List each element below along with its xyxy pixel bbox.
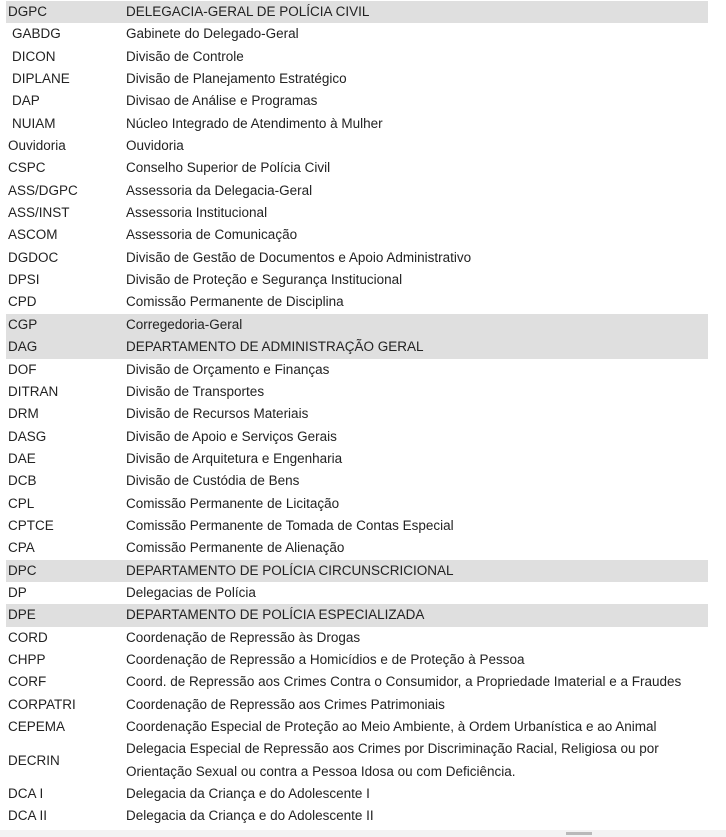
unit-code: DCA I — [8, 786, 44, 802]
unit-code: DRM — [8, 406, 39, 422]
table-row — [6, 604, 708, 626]
unit-name: Comissão Permanente de Alienação — [126, 540, 345, 556]
unit-code: DAG — [6, 336, 123, 358]
table-row — [6, 314, 708, 336]
unit-code: DCB — [8, 473, 37, 489]
unit-name: Divisão de Planejamento Estratégico — [126, 71, 347, 87]
unit-name: Núcleo Integrado de Atendimento à Mulher — [126, 115, 383, 131]
unit-name: Corregedoria-Geral — [123, 314, 708, 336]
table-row — [6, 716, 708, 738]
unit-code: DPSI — [8, 272, 40, 288]
unit-code: Ouvidoria — [8, 138, 66, 154]
unit-name: Delegacia Especial de Repressão aos Crimes por Discriminação Racial, Religiosa ou por Orientação Sexual ou contra a Pessoa Idosa ou com Deficiência. — [126, 741, 659, 779]
unit-code: CORPATRI — [8, 696, 76, 712]
table-row — [6, 671, 708, 693]
unit-name: Assessoria Institucional — [126, 205, 268, 221]
unit-code: DASG — [8, 428, 47, 444]
unit-name: Divisao de Análise e Programas — [126, 93, 318, 109]
unit-code: DIPLANE — [12, 71, 70, 87]
unit-name: Delegacia da Criança e do Adolescente II — [126, 808, 374, 824]
unit-name: Coordenação Especial de Proteção ao Meio Ambiente, à Ordem Urbanística e ao Animal — [126, 719, 657, 734]
table-row — [6, 493, 708, 515]
unit-name: Divisão de Transportes — [126, 383, 265, 399]
table-row — [6, 649, 708, 671]
unit-code: DAE — [8, 450, 36, 466]
unit-code: CHPP — [8, 651, 46, 667]
table-row — [6, 537, 708, 559]
table-row — [6, 1, 708, 23]
table-row — [6, 68, 708, 90]
unit-code: CPTCE — [8, 517, 54, 533]
horizontal-scrollbar[interactable] — [0, 830, 726, 837]
unit-code: DPE — [6, 604, 123, 626]
unit-name: Coordenação de Repressão a Homicídios e de Proteção à Pessoa — [126, 651, 525, 667]
unit-code: DGPC — [6, 1, 123, 23]
table-row — [6, 426, 708, 448]
unit-name: Divisão de Gestão de Documentos e Apoio Administrativo — [126, 249, 472, 265]
table-row — [6, 291, 708, 313]
unit-name: Coordenação de Repressão aos Crimes Patrimoniais — [126, 696, 445, 712]
unit-name: Divisão de Proteção e Segurança Institucional — [126, 272, 403, 288]
unit-name: DEPARTAMENTO DE ADMINISTRAÇÃO GERAL — [123, 336, 708, 358]
unit-code: CORD — [8, 629, 48, 645]
unit-code: CPD — [8, 294, 37, 310]
scrollbar-thumb[interactable] — [566, 832, 592, 835]
table-row — [6, 448, 708, 470]
unit-name: DEPARTAMENTO DE POLÍCIA CIRCUNSCRICIONAL — [123, 560, 708, 582]
unit-code: ASS/DGPC — [8, 182, 78, 198]
table-row — [6, 336, 708, 358]
table-row — [6, 202, 708, 224]
unit-name: Divisão de Apoio e Serviços Gerais — [126, 428, 337, 444]
table-row — [6, 135, 708, 157]
unit-name: Coord. de Repressão aos Crimes Contra o Consumidor, a Propriedade Imaterial e a Fraudes — [126, 674, 682, 690]
unit-name: Divisão de Arquitetura e Engenharia — [126, 450, 343, 466]
unit-name: Comissão Permanente de Tomada de Contas Especial — [126, 517, 454, 533]
unit-name: Assessoria da Delegacia-Geral — [126, 182, 313, 198]
table-row — [6, 582, 708, 604]
table-row — [6, 359, 708, 381]
unit-code: CSPC — [8, 160, 46, 176]
unit-code: DCA II — [8, 808, 48, 824]
table-row — [6, 46, 708, 68]
table-row — [6, 627, 708, 649]
unit-code: CORF — [8, 674, 47, 690]
table-row — [6, 470, 708, 492]
table-row — [6, 783, 708, 805]
unit-name: Ouvidoria — [126, 138, 184, 154]
table-row — [6, 403, 708, 425]
unit-code: CPA — [8, 540, 35, 556]
table-row — [6, 381, 708, 403]
unit-code: DOF — [8, 361, 37, 377]
unit-name: Divisão de Orçamento e Finanças — [126, 361, 330, 377]
unit-code: CGP — [6, 314, 123, 336]
table-row — [6, 694, 708, 716]
table-row — [6, 90, 708, 112]
unit-name: DEPARTAMENTO DE POLÍCIA ESPECIALIZADA — [123, 604, 708, 626]
unit-code: DICON — [12, 48, 56, 64]
unit-code: ASCOM — [8, 227, 58, 243]
table-row — [6, 157, 708, 179]
unit-code: GABDG — [12, 26, 61, 42]
table-row — [6, 247, 708, 269]
table-row — [6, 23, 708, 45]
unit-code: NUIAM — [12, 115, 56, 131]
table-row — [6, 738, 708, 783]
table-row — [6, 113, 708, 135]
unit-code: DAP — [12, 93, 40, 109]
unit-name: Assessoria de Comunicação — [126, 227, 298, 243]
table-row — [6, 515, 708, 537]
organization-table-body — [6, 1, 708, 828]
table-row — [6, 560, 708, 582]
unit-name: Conselho Superior de Polícia Civil — [126, 160, 331, 176]
unit-code: DGDOC — [8, 249, 59, 265]
unit-name: Divisão de Controle — [126, 48, 244, 64]
unit-name: Coordenação de Repressão às Drogas — [126, 629, 361, 645]
table-row — [6, 269, 708, 291]
unit-name: DELEGACIA-GERAL DE POLÍCIA CIVIL — [123, 1, 708, 23]
table-row — [6, 805, 708, 827]
unit-code: ASS/INST — [8, 205, 70, 221]
unit-code: DITRAN — [8, 383, 59, 399]
unit-name: Delegacias de Polícia — [126, 584, 256, 600]
unit-name: Divisão de Custódia de Bens — [126, 473, 300, 489]
table-row — [6, 224, 708, 246]
unit-name: Divisão de Recursos Materiais — [126, 406, 309, 422]
organization-table — [6, 1, 708, 828]
unit-code: DECRIN — [8, 752, 60, 768]
table-row — [6, 180, 708, 202]
unit-name: Comissão Permanente de Disciplina — [126, 294, 344, 310]
unit-code: DP — [8, 584, 27, 600]
unit-name: Gabinete do Delegado-Geral — [126, 26, 299, 42]
unit-name: Delegacia da Criança e do Adolescente I — [126, 786, 370, 802]
unit-code: CPL — [8, 495, 35, 511]
unit-code: CEPEMA — [8, 719, 66, 734]
unit-name: Comissão Permanente de Licitação — [126, 495, 340, 511]
unit-code: DPC — [6, 560, 123, 582]
